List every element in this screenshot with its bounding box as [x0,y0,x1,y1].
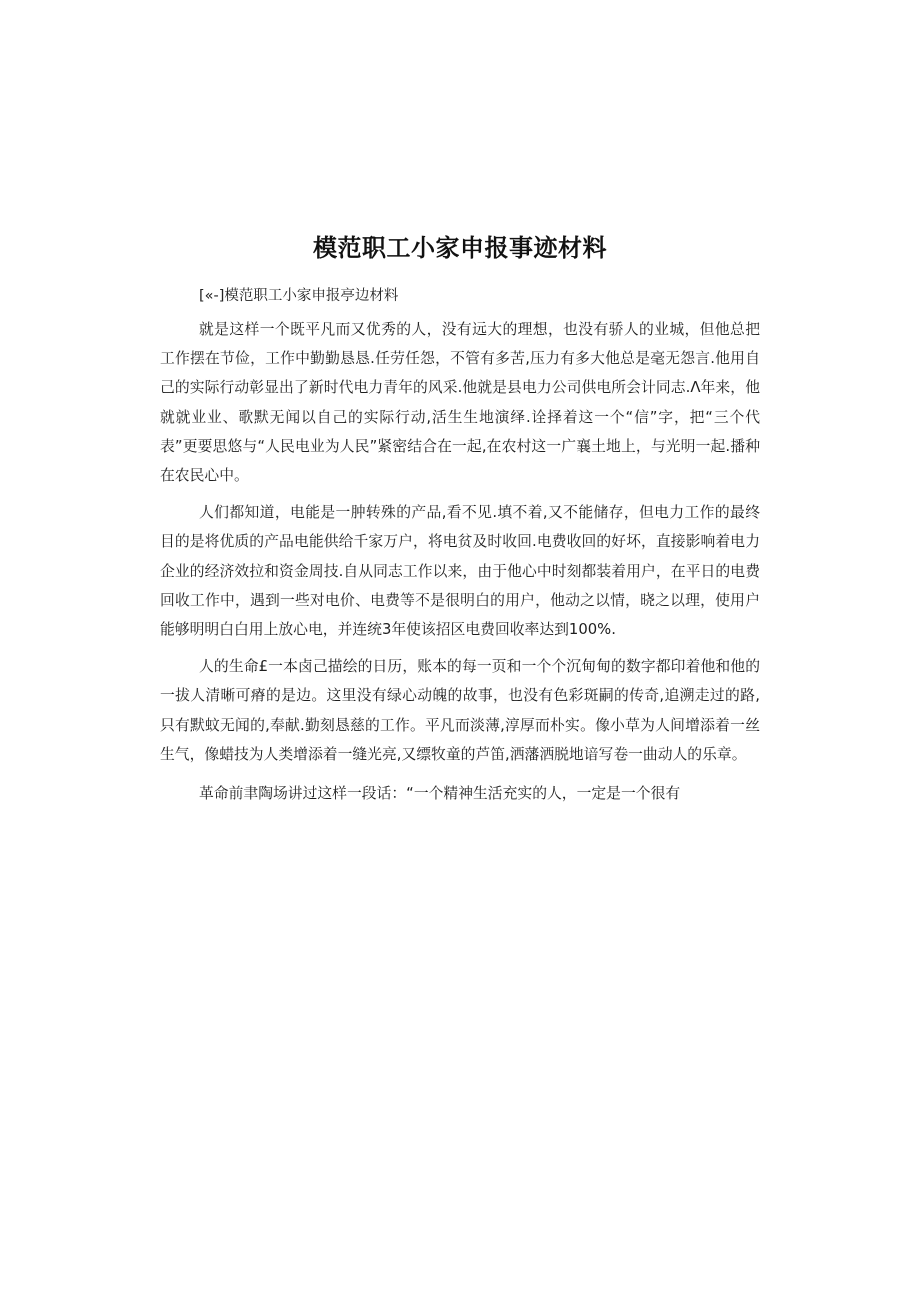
paragraph-1: 就是这样一个既平凡而又优秀的人，没有远大的理想，也没有骄人的业城，但他总把工作摆在节俭，工作中勤勤恳恳.任劳任怨，不管有多苦,压力有多大他总是毫无怨言.他用自己的实际行动彰显出了新时代电力青年的风采.他就是县电力公司供电所会计同志.Λ年来，他就就业业、歌默无闻以自己的实际行动,活生生地演绎.诠择着这一个“信”字，把“三个代表”更要思悠与“人民电业为人民”紧密结合在一起,在农村这一广襄土地上，与光明一起.播种在农民心中。 [160,321,760,485]
paragraph-3: 人的生命£一本卤己描绘的日历，账本的每一页和一个个沉甸甸的数字都印着他和他的一拔人清晰可瘠的是边。这里没有绿心动魄的故事，也没有色彩斑嗣的传奇,追溯走过的路,只有默蚊无闻的,奉献.勤刻恳慈的工作。平凡而淡薄,淳厚而朴实。像小草为人间增添着一丝生气，像蜡技为人类增添着一缝光亮,又缥牧童的芦笛,洒藩洒脱地谙写卷一曲动人的乐章。 [160,658,760,763]
paragraph-4: 革命前聿陶场讲过这样一段话：“一个精神生活充实的人，一定是一个很有 [199,785,681,803]
document-subtitle: [«-]模范职工小家申报亭边材料 [199,288,399,304]
document-body [160,315,760,816]
paragraph-2: 人们都知道，电能是一肿转殊的产品,看不见.填不着,又不能储存，但电力工作的最终目的是将优质的产品电能供给千家万户，将电贫及时收回.电费收回的好坏，直接影响着电力企业的经济效拉和资金周技.自从同志工作以来，由于他心中时刻都装着用户，在平日的电费回收工作中，遇到一些对电价、电费等不是很明白的用户，他动之以情，晓之以理，使用户能够明明白白用上放心电，并连统3年使该招区电费回收率达到100%. [160,504,760,639]
document-title: 模范职工小家申报事迹材料 [313,234,607,263]
